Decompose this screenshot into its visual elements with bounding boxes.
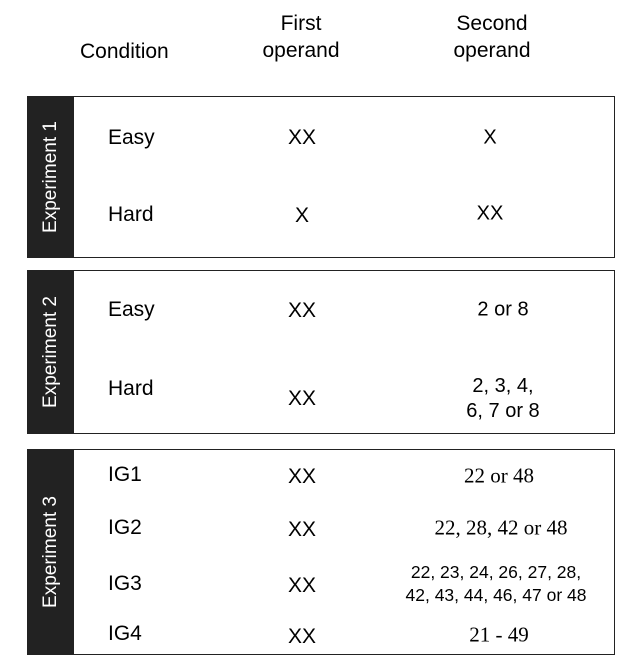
condition-cell: Easy [108, 298, 155, 321]
first-operand-cell: XX [287, 387, 317, 410]
first-operand-cell: XX [287, 126, 317, 149]
second-operand-line2: 42, 43, 44, 46, 47 or 48 [405, 585, 587, 605]
second-operand-line1: 22, 23, 24, 26, 27, 28, [410, 562, 582, 582]
first-operand-cell: XX [287, 299, 317, 322]
second-operand-cell: 2 or 8 [477, 298, 529, 321]
second-operand-cell: 22 or 48 [464, 463, 534, 488]
first-operand-cell: XX [287, 574, 317, 597]
experiment-3-label-bar [28, 450, 74, 654]
header-first-line1: First [280, 12, 322, 35]
condition-cell: IG1 [108, 463, 142, 486]
condition-cell: IG3 [108, 572, 142, 595]
header-second-operand [453, 10, 530, 64]
condition-cell: IG4 [108, 622, 142, 645]
first-operand-cell: XX [287, 465, 317, 488]
experiment-1-label: Experiment 1 [40, 121, 61, 233]
condition-cell: Hard [108, 377, 154, 400]
second-operand-cell: 21 - 49 [469, 622, 529, 647]
header-first-line2: operand [262, 39, 340, 62]
second-operand-line2: 6, 7 or 8 [466, 400, 540, 422]
condition-cell: Hard [108, 203, 154, 226]
header-first-operand [262, 10, 339, 64]
second-operand-cell: XX [476, 202, 504, 225]
experiment-2-label: Experiment 2 [40, 296, 61, 408]
first-operand-cell: XX [287, 518, 317, 541]
second-operand-cell: 22, 28, 42 or 48 [434, 515, 568, 540]
header-second-line1: Second [456, 12, 528, 35]
second-operand-cell: X [483, 126, 497, 149]
experiment-3-panel [27, 449, 615, 655]
second-operand-cell [466, 374, 539, 424]
second-operand-line1: 2, 3, 4, [472, 375, 534, 397]
second-operand-cell [406, 561, 587, 607]
condition-cell: IG2 [108, 516, 142, 539]
experiment-1-label-bar [28, 97, 74, 257]
header-condition: Condition [80, 40, 169, 63]
experiment-2-panel [27, 270, 615, 434]
condition-cell: Easy [108, 126, 155, 149]
header-second-line2: operand [453, 39, 531, 62]
experiment-3-label: Experiment 3 [40, 496, 61, 608]
experiment-2-label-bar [28, 271, 74, 433]
first-operand-cell: XX [287, 625, 317, 648]
experiment-1-panel [27, 96, 615, 258]
first-operand-cell: X [294, 204, 310, 227]
